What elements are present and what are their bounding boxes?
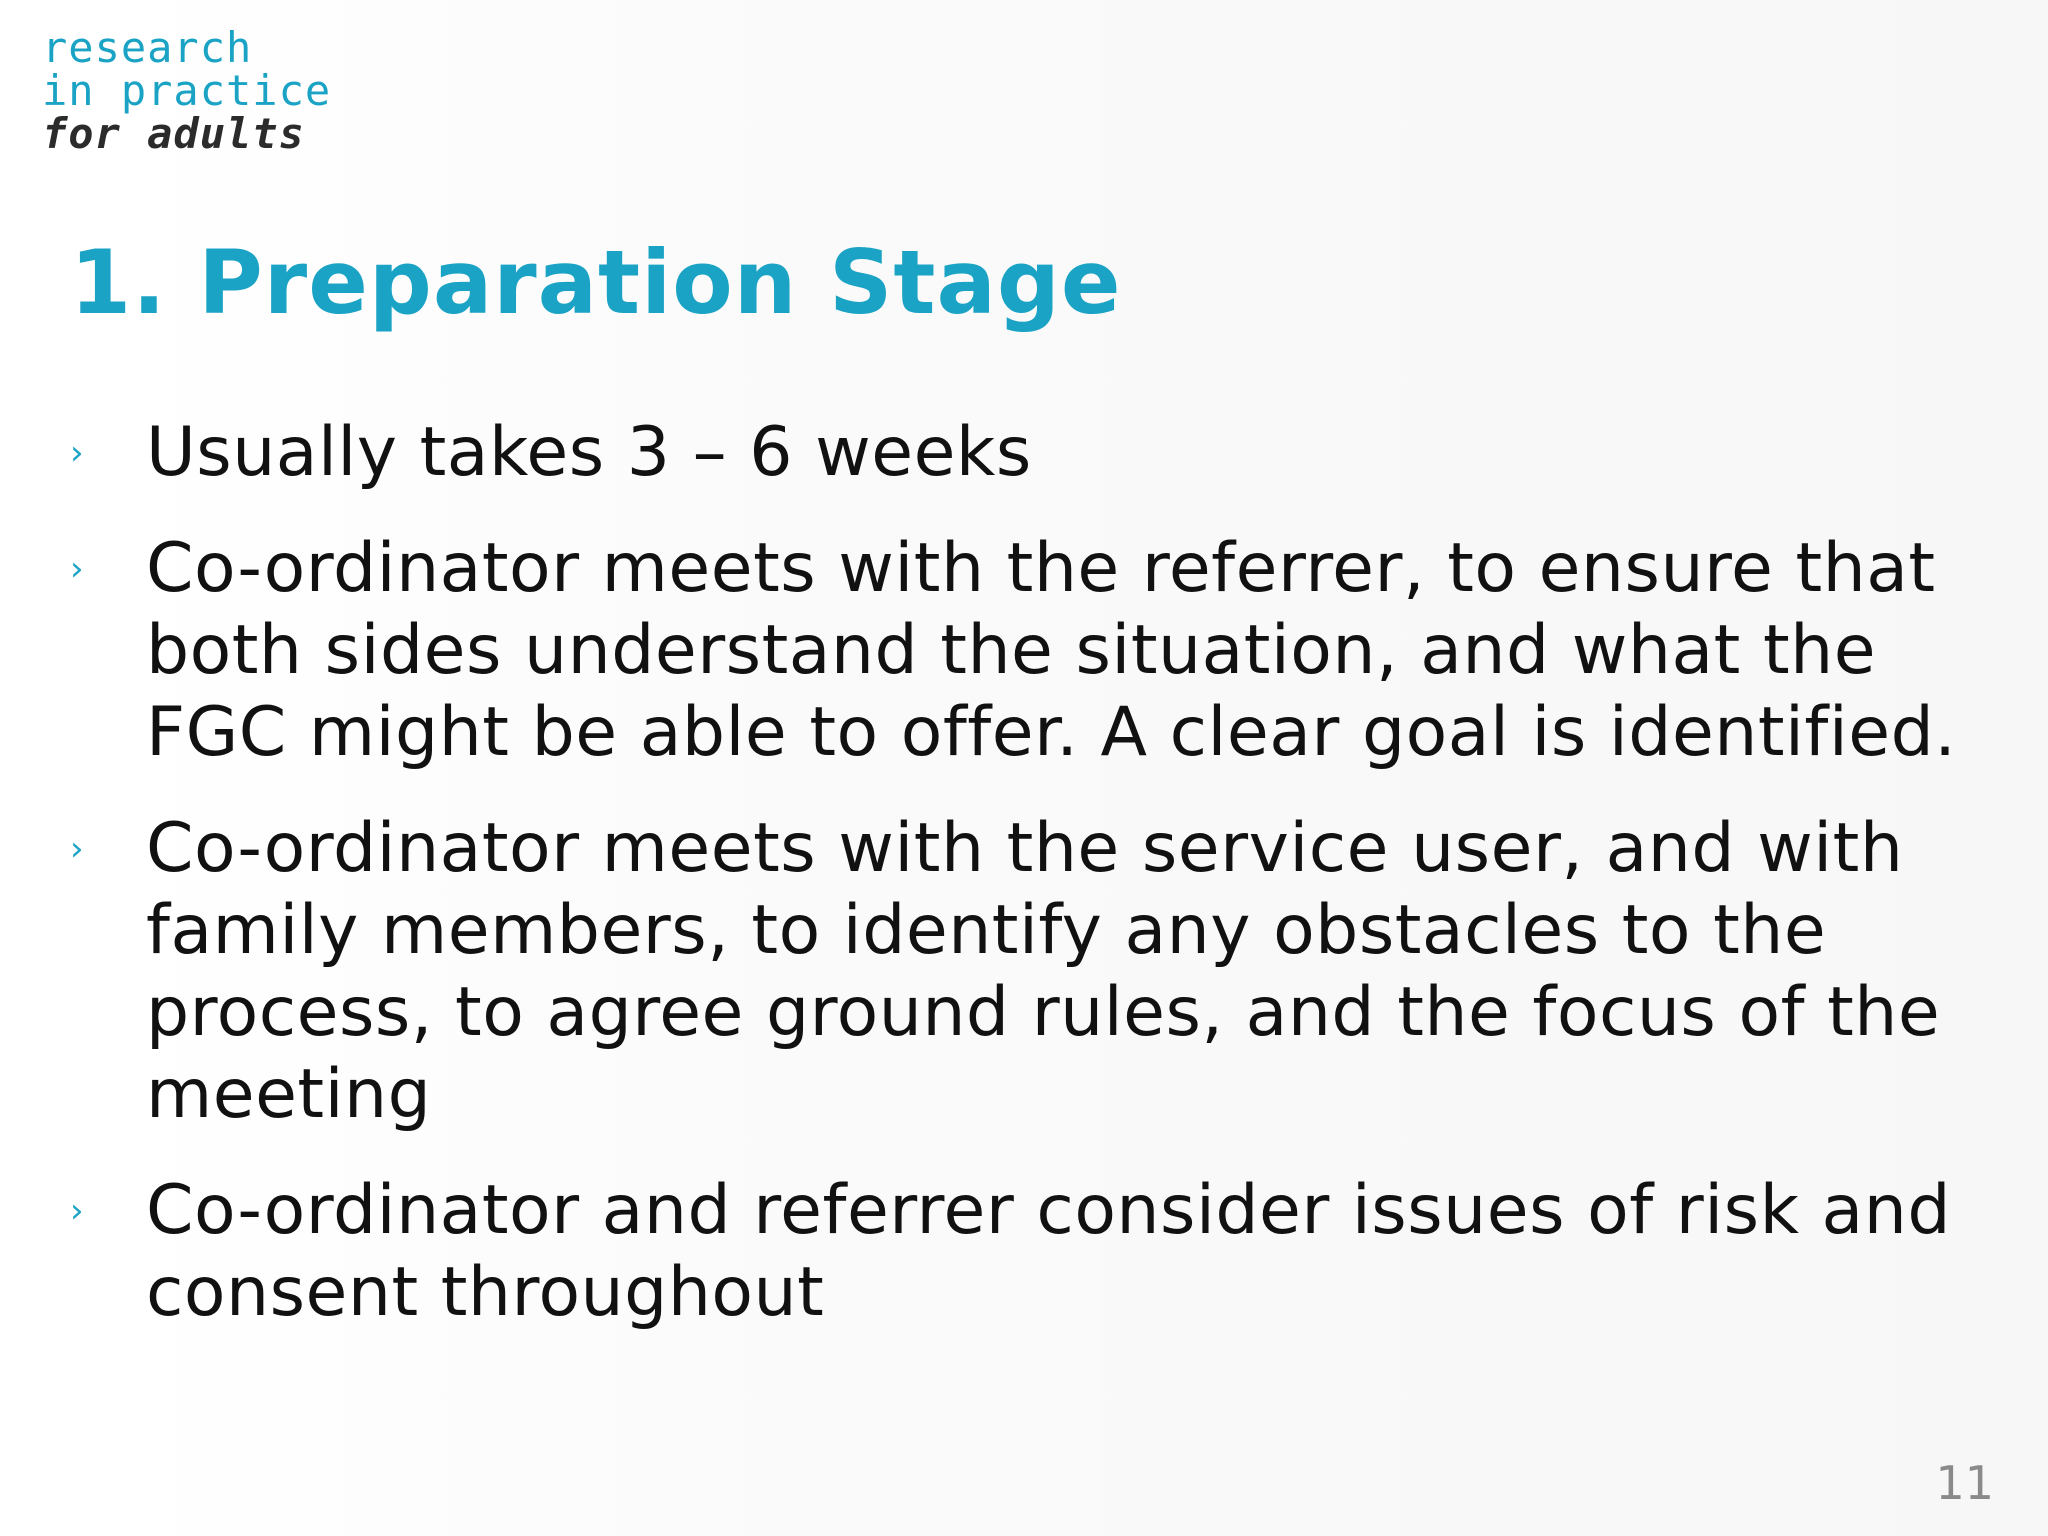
bullet-item: [60, 808, 2000, 1136]
chevron-right-icon: ›: [70, 829, 84, 869]
slide-title: 1. Preparation Stage: [70, 231, 1122, 334]
bullet-item: [60, 528, 2000, 774]
logo-line-research: research: [42, 23, 253, 72]
bullet-item: [60, 412, 2000, 494]
page-number: 11: [1935, 1456, 1994, 1510]
bullet-text: Co-ordinator and referrer consider issues of risk and consent throughout: [146, 1171, 1951, 1332]
bullet-list: [60, 412, 2000, 1368]
chevron-right-icon: ›: [70, 1191, 84, 1231]
bullet-text: Co-ordinator meets with the service user, and with family members, to identify any obstacles to the process, to agree ground rules, and the focus of the meeting: [146, 809, 1941, 1134]
logo-line-in-practice: in practice: [42, 66, 332, 115]
bullet-item: [60, 1170, 2000, 1334]
chevron-right-icon: ›: [70, 549, 84, 589]
logo: [42, 23, 332, 158]
chevron-right-icon: ›: [70, 433, 84, 473]
logo-line-for-adults: for adults: [42, 109, 305, 158]
bullet-text: Usually takes 3 – 6 weeks: [146, 413, 1032, 492]
bullet-text: Co-ordinator meets with the referrer, to ensure that both sides understand the situation, and what the FGC might be able to offer. A clear goal is identified.: [146, 529, 1957, 772]
